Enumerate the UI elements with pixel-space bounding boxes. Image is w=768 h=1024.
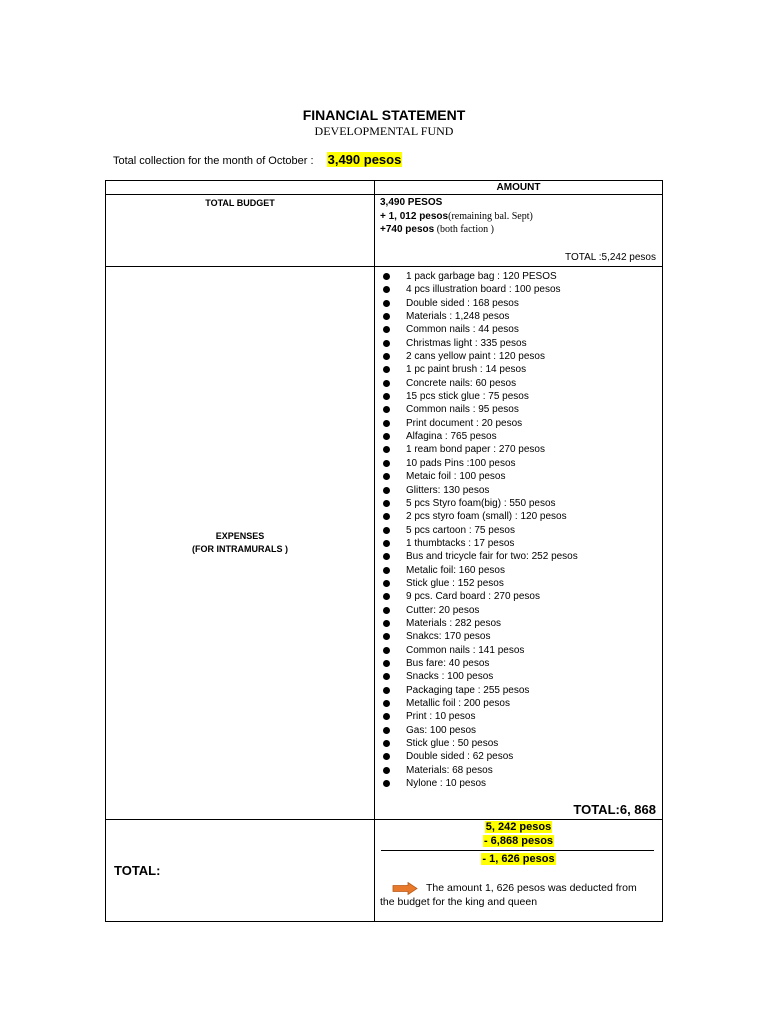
expense-item xyxy=(380,390,578,403)
budget-label: TOTAL BUDGET xyxy=(106,195,375,267)
expense-item xyxy=(380,497,578,510)
arrow-right-icon xyxy=(392,882,418,895)
expense-item-text: 9 pcs. Card board : 270 pesos xyxy=(406,591,540,603)
expense-item-text: 4 pcs illustration board : 100 pesos xyxy=(406,284,561,296)
total-calculation-cell xyxy=(375,820,663,922)
expense-item xyxy=(380,403,578,416)
bullet-icon xyxy=(383,393,390,400)
expenses-row xyxy=(106,267,663,820)
expense-item-text: Common nails : 95 pesos xyxy=(406,404,519,416)
calc-expenses-line: - 6,868 pesos xyxy=(483,835,554,847)
expense-item xyxy=(380,310,578,323)
expense-item-text: Materials : 282 pesos xyxy=(406,617,502,629)
total-label: TOTAL: xyxy=(106,820,375,922)
total-row xyxy=(106,820,663,922)
bullet-icon xyxy=(383,286,390,293)
expense-item xyxy=(380,724,578,737)
expenses-total: TOTAL:6, 868 xyxy=(573,802,656,817)
expenses-label-line-2: (FOR INTRAMURALS ) xyxy=(192,544,288,554)
expense-item-text: Snakcs: 170 pesos xyxy=(406,631,491,643)
bullet-icon xyxy=(383,500,390,507)
expense-item-text: Snacks : 100 pesos xyxy=(406,671,494,683)
bullet-icon xyxy=(383,580,390,587)
expense-item xyxy=(380,577,578,590)
bullet-icon xyxy=(383,527,390,534)
bullet-icon xyxy=(383,487,390,494)
bullet-icon xyxy=(383,406,390,413)
budget-line-1: 3,490 PESOS xyxy=(380,197,443,208)
calc-result-line: - 1, 626 pesos xyxy=(482,853,555,865)
bullet-icon xyxy=(383,567,390,574)
expense-item-text: 1 ream bond paper : 270 pesos xyxy=(406,444,545,456)
collection-label: Total collection for the month of October : xyxy=(113,155,314,167)
bullet-icon xyxy=(383,540,390,547)
expense-item-text: 2 pcs styro foam (small) : 120 pesos xyxy=(406,511,567,523)
bullet-icon xyxy=(383,687,390,694)
bullet-icon xyxy=(383,353,390,360)
expense-item xyxy=(380,657,578,670)
financial-table xyxy=(105,180,663,922)
bullet-icon xyxy=(383,513,390,520)
expense-item-text: 15 pcs stick glue : 75 pesos xyxy=(406,391,529,403)
bullet-icon xyxy=(383,727,390,734)
header-amount: AMOUNT xyxy=(375,181,663,195)
bullet-icon xyxy=(383,753,390,760)
header-empty-cell xyxy=(106,181,375,195)
expense-item-text: Cutter: 20 pesos xyxy=(406,604,480,616)
expense-item xyxy=(380,537,578,550)
expense-item xyxy=(380,644,578,657)
expense-item-text: 5 pcs Styro foam(big) : 550 pesos xyxy=(406,497,556,509)
expense-item xyxy=(380,764,578,777)
expense-item xyxy=(380,443,578,456)
expense-item xyxy=(380,484,578,497)
bullet-icon xyxy=(383,660,390,667)
expense-item xyxy=(380,684,578,697)
expense-item xyxy=(380,564,578,577)
table-header-row xyxy=(106,181,663,195)
expense-item-text: Bus fare: 40 pesos xyxy=(406,657,490,669)
expense-item xyxy=(380,417,578,430)
bullet-icon xyxy=(383,780,390,787)
expenses-label-line-1: EXPENSES xyxy=(215,531,265,541)
bullet-icon xyxy=(383,366,390,373)
expense-item-text: Print document : 20 pesos xyxy=(406,417,523,429)
calc-budget-line: 5, 242 pesos xyxy=(485,821,552,833)
expense-item xyxy=(380,630,578,643)
expense-item xyxy=(380,350,578,363)
expense-item xyxy=(380,270,578,283)
expense-item-text: Metalic foil: 160 pesos xyxy=(406,564,505,576)
expense-item xyxy=(380,377,578,390)
deduction-note xyxy=(380,881,650,909)
expense-item xyxy=(380,750,578,763)
expense-item xyxy=(380,697,578,710)
expense-item xyxy=(380,283,578,296)
bullet-icon xyxy=(383,767,390,774)
budget-row xyxy=(106,195,663,267)
expense-item-text: Print : 10 pesos xyxy=(406,711,476,723)
bullet-icon xyxy=(383,607,390,614)
bullet-icon xyxy=(383,633,390,640)
expense-item xyxy=(380,710,578,723)
bullet-icon xyxy=(383,647,390,654)
expense-item xyxy=(380,323,578,336)
expense-item-text: 2 cans yellow paint : 120 pesos xyxy=(406,351,545,363)
expense-item xyxy=(380,550,578,563)
bullet-icon xyxy=(383,473,390,480)
expense-item-text: Common nails : 44 pesos xyxy=(406,324,519,336)
expense-item-text: Materials : 1,248 pesos xyxy=(406,311,510,323)
expense-item-text: Common nails : 141 pesos xyxy=(406,644,525,656)
expense-item-text: Gas: 100 pesos xyxy=(406,724,477,736)
expense-item-text: Materials: 68 pesos xyxy=(406,764,493,776)
expense-item-text: Metaic foil : 100 pesos xyxy=(406,471,506,483)
bullet-icon xyxy=(383,740,390,747)
expense-item-text: 10 pads Pins :100 pesos xyxy=(406,457,516,469)
budget-amount-cell xyxy=(375,195,663,267)
expenses-label xyxy=(106,267,375,820)
expense-item xyxy=(380,510,578,523)
expense-item-text: Stick glue : 152 pesos xyxy=(406,577,504,589)
expense-item xyxy=(380,590,578,603)
bullet-icon xyxy=(383,553,390,560)
bullet-icon xyxy=(383,446,390,453)
bullet-icon xyxy=(383,713,390,720)
expense-item-text: Stick glue : 50 pesos xyxy=(406,738,499,750)
expense-item xyxy=(380,604,578,617)
bullet-icon xyxy=(383,433,390,440)
bullet-icon xyxy=(383,460,390,467)
budget-line-2: + 1, 012 pesos(remaining bal. Sept) xyxy=(380,210,533,222)
bullet-icon xyxy=(383,340,390,347)
expenses-list xyxy=(380,270,578,790)
document-subtitle: DEVELOPMENTAL FUND xyxy=(314,124,454,138)
expense-item-text: Double sided : 168 pesos xyxy=(406,297,519,309)
expense-item-text: Metallic foil : 200 pesos xyxy=(406,698,510,709)
calc-rule xyxy=(381,850,654,851)
bullet-icon xyxy=(383,620,390,627)
collection-amount: 3,490 pesos xyxy=(327,152,402,167)
expense-item-text: 1 thumbtacks : 17 pesos xyxy=(406,537,515,549)
bullet-icon xyxy=(383,273,390,280)
expense-item-text: Alfagina : 765 pesos xyxy=(406,431,497,443)
bullet-icon xyxy=(383,420,390,427)
expense-item-text: Double sided : 62 pesos xyxy=(406,751,514,763)
expense-item xyxy=(380,297,578,310)
collection-line xyxy=(113,152,402,167)
expenses-list-cell xyxy=(375,267,663,820)
document-title: FINANCIAL STATEMENT xyxy=(302,107,466,123)
bullet-icon xyxy=(383,673,390,680)
expense-item xyxy=(380,470,578,483)
expense-item-text: Nylone : 10 pesos xyxy=(406,778,487,790)
bullet-icon xyxy=(383,593,390,600)
budget-total: TOTAL :5,242 pesos xyxy=(565,251,656,263)
expense-item-text: 5 pcs cartoon : 75 pesos xyxy=(406,524,515,536)
expense-item-text: 1 pc paint brush : 14 pesos xyxy=(406,364,527,376)
budget-line-3: +740 pesos (both faction ) xyxy=(380,224,494,235)
bullet-icon xyxy=(383,313,390,320)
deduction-note-text: The amount 1, 626 pesos was deducted from the budget for the king and queen xyxy=(380,882,637,908)
expense-item xyxy=(380,524,578,537)
bullet-icon xyxy=(383,326,390,333)
expense-item-text: Glitters: 130 pesos xyxy=(406,484,490,496)
expense-item xyxy=(380,737,578,750)
expense-item-text: Concrete nails: 60 pesos xyxy=(406,377,517,389)
bullet-icon xyxy=(383,300,390,307)
bullet-icon xyxy=(383,380,390,387)
expense-item-text: 1 pack garbage bag : 120 PESOS xyxy=(406,271,557,282)
expense-item xyxy=(380,363,578,376)
expense-item xyxy=(380,337,578,350)
expense-item-text: Bus and tricycle fair for two: 252 pesos xyxy=(406,551,578,563)
expense-item xyxy=(380,430,578,443)
expense-item xyxy=(380,777,578,790)
expense-item-text: Christmas light : 335 pesos xyxy=(406,337,527,349)
expense-item xyxy=(380,617,578,630)
expense-item xyxy=(380,670,578,683)
expense-item-text: Packaging tape : 255 pesos xyxy=(406,684,530,696)
bullet-icon xyxy=(383,700,390,707)
expense-item xyxy=(380,457,578,470)
